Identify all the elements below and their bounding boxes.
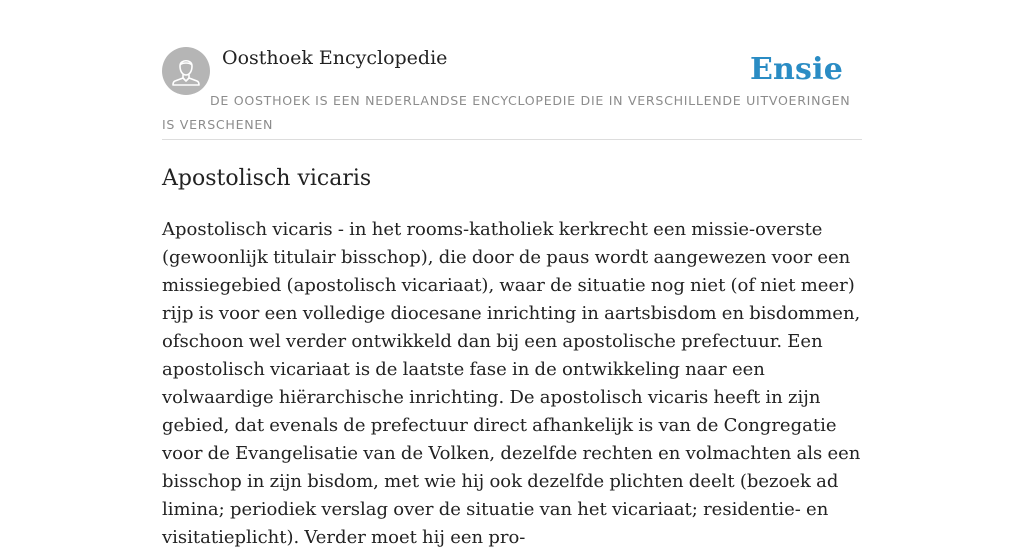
article-title: Apostolisch vicaris xyxy=(162,166,372,191)
source-name[interactable]: Oosthoek Encyclopedie xyxy=(222,47,448,69)
user-silhouette-icon xyxy=(162,47,210,95)
article-body: Apostolisch vicaris - in het rooms-katholiek kerkrecht een missie-overste (gewoonlijk titulair bisschop), die door de paus wordt aangewezen voor een missiegebied (apostolisch vicariaat), waar de situatie nog niet (of niet meer) rijp is voor een volledige diocesane inrichting in aartsbisdom en bisdommen, ofschoon wel verder ontwikkeld dan bij een apostolische prefectuur. Een apostolisch vicariaat is de laatste fase in de ontwikkeling naar een volwaardige hiërarchische inrichting. De apostolisch vicaris heeft in zijn gebied, dat evenals de prefectuur direct afhankelijk is van de Congregatie voor de Evangelisatie van de Volken, dezelfde rechten en volmachten als een bisschop in zijn bisdom, met wie hij ook dezelfde plichten deelt (bezoek ad limina; periodiek verslag over de situatie van het vicariaat; residentie- en visitatieplicht). Verder moet hij een pro- xyxy=(162,219,861,548)
divider xyxy=(162,139,862,140)
source-description: DE OOSTHOEK IS EEN NEDERLANDSE ENCYCLOPEDIE DIE IN VERSCHILLENDE UITVOERINGEN IS VERSCHENEN xyxy=(162,93,851,132)
brand-logo[interactable]: Ensie xyxy=(749,52,843,87)
avatar[interactable] xyxy=(162,47,210,95)
